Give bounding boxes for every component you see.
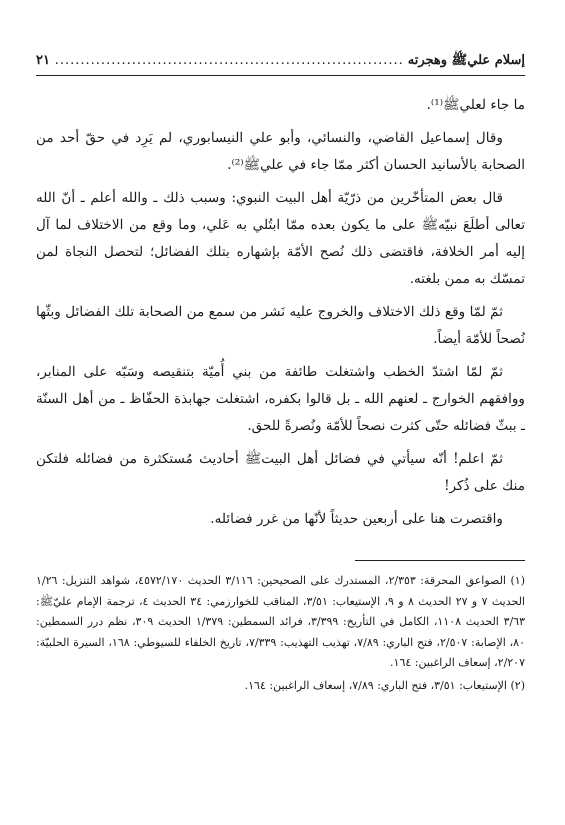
paragraph: ثمّ لمّا وقع ذلك الاختلاف والخروج عليه نَشر من سمع من الصحابة تلك الفضائل وبثّها نُصحاً للأمّة أيضاً. — [36, 304, 525, 347]
footnotes — [36, 560, 525, 698]
paragraph: قال بعض المتأخّرين من ذرّيّة أهل البيت النبوي: وسبب ذلك ـ والله أعلم ـ أنّ الله تعالى أطلَعَ نبيّهﷺ على ما يكون بعده ممّا ابتُلي به عَلي، وما وقع من الاختلاف لما آل إليه أمر الخلافة، فاقتضى ذلك نُصح الأمّة بإشهاره بتلك الفضائل؛ لتحصل النجاة لمن تمسّك به ممن بلغته. — [36, 190, 525, 287]
main-text — [36, 92, 525, 533]
footnote: (٢) الإستيعاب: ٣/٥١، فتح الباري: ٧/٨٩، إسعاف الراغبين: ١٦٤. — [244, 678, 525, 692]
running-title: إسلام عليﷺ وهجرته — [407, 53, 525, 68]
page-number: ٢١ — [36, 53, 50, 68]
paragraph: وقال إسماعيل القاضي، والنسائي، وأبو علي النيسابوري، لم يَرِد في حقّ أحد من الصحابة بالأسانيد الحسان أكثر ممّا جاء في عليﷺ⁽²⁾. — [36, 130, 525, 173]
paragraph: ما جاء لعليﷺ⁽¹⁾. — [426, 97, 525, 113]
running-header — [36, 52, 525, 76]
footnote: (١) الصواعق المحرقة: ٢/٣٥٣، المستدرك على الصحيحين: ٣/١١٦ الحديث ٤٥٧٢/١٧٠، شواهد التنزيل: ١/٢٦ الحديث ٧ و ٢٧ الحديث ٨ و ٩، الإستيعاب: ٣/٥١، المناقب للخوارزمي: ٣٤ الحديث ٤، ترجمة الإمام عليّﷺ: ٣/٦٣ الحديث ١١٠٨، الكامل في التأريخ: ٣/٣٩٩، فرائد السمطين: ١/٣٧٩ الحديث ٣٠٩، نظم درر السمطين: ٨٠، الإصابة: ٢/٥٠٧، فتح الباري: ٧/٨٩، تهذيب التهذيب: ٧/٣٣٩، تاريخ الخلفاء للسيوطي: ١٦٨، السيرة الحلبيّة: ٢/٢٠٧، إسعاف الراغبين: ١٦٤. — [36, 574, 525, 669]
paragraph: ثمّ اعلم! أنّه سيأتي في فضائل أهل البيتﷺ أحاديث مُستكثرة من فضائله فلتكن منك على ذُكر! — [36, 451, 525, 494]
paragraph: ثمّ لمّا اشتدّ الخطب واشتغلت طائفة من بني أُميّة بتنقيصه وسَبّه على المنابر، ووافقهم الخوارج ـ لعنهم الله ـ بل قالوا بكفره، اشتغلت جهابذة الحفّاظ ـ من أهل السنّة ـ ببثّ فضائله حتّى كثرت نصحاً للأمّة ونُصرةً للحق. — [36, 364, 525, 434]
page — [36, 52, 525, 825]
paragraph: واقتصرت هنا على أربعين حديثاً لأنّها من غرر فضائله. — [210, 511, 503, 527]
footnote-separator — [355, 560, 525, 561]
dot-leader — [54, 53, 404, 68]
